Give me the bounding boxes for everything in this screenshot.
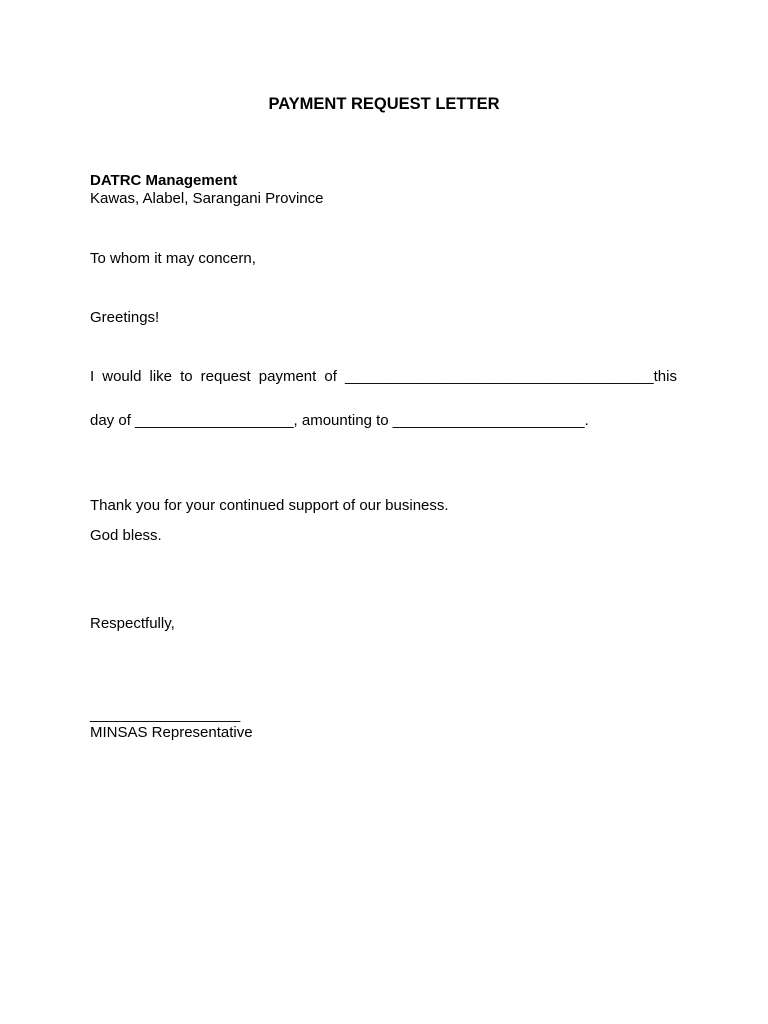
request-word: of <box>324 368 337 385</box>
request-word: request <box>200 368 251 385</box>
signature-line: __________________ <box>90 706 241 723</box>
payment-blank: _____________________________________this <box>344 368 677 385</box>
request-word: payment <box>258 368 317 385</box>
salutation: To whom it may concern, <box>90 250 256 267</box>
thanks-line: Thank you for your continued support of our business. <box>90 497 449 514</box>
page-title: PAYMENT REQUEST LETTER <box>268 95 500 113</box>
closing-line: Respectfully, <box>90 615 175 632</box>
request-word: like <box>149 368 173 385</box>
date-amount-line: day of ___________________, amounting to _______________________. <box>90 412 589 429</box>
request-word: would <box>102 368 142 385</box>
request-word: to <box>180 368 193 385</box>
request-word: I <box>90 368 95 385</box>
blessing-line: God bless. <box>90 527 162 544</box>
recipient-address: Kawas, Alabel, Sarangani Province <box>90 190 324 207</box>
greeting: Greetings! <box>90 309 160 326</box>
recipient-name: DATRC Management <box>90 172 238 189</box>
signatory-name: MINSAS Representative <box>90 724 253 741</box>
request-line <box>90 368 677 386</box>
